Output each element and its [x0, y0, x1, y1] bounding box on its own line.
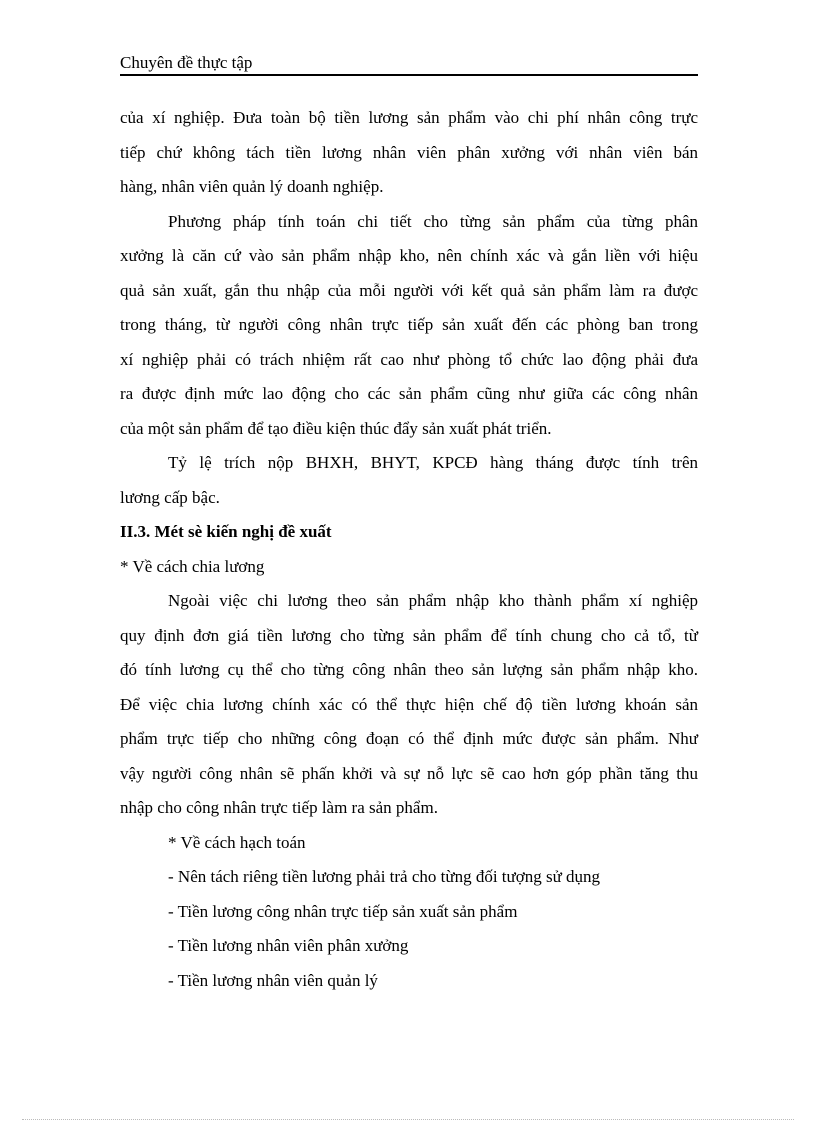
paragraph-2-line-3: quả sản xuất, gắn thu nhập của mỗi người với kết quả sản phẩm làm ra được — [120, 280, 698, 300]
list-item: - Nên tách riêng tiền lương phải trả cho từng đối tượng sử dụng — [168, 867, 601, 886]
page-bottom-border — [22, 1119, 794, 1120]
paragraph-1-line-3: hàng, nhân viên quản lý doanh nghiệp. — [120, 177, 384, 196]
header-divider — [120, 74, 698, 76]
subheading-salary-division: * Về cách chia lương — [120, 556, 265, 576]
list-item: - Tiền lương nhân viên quản lý — [168, 970, 378, 990]
paragraph-3-line-1: Tỷ lệ trích nộp BHXH, BHYT, KPCĐ hàng tháng được tính trên — [168, 453, 698, 472]
paragraph-1-line-1: của xí nghiệp. Đưa toàn bộ tiền lương sản phẩm vào chi phí nhân công trực — [120, 108, 698, 127]
page-header-title: Chuyên đề thực tập — [120, 53, 253, 72]
subheading-accounting: * Về cách hạch toán — [168, 832, 306, 852]
paragraph-1-line-2: tiếp chứ không tách tiền lương nhân viên phân xưởng với nhân viên bán — [120, 142, 698, 162]
paragraph-2-line-4: trong tháng, từ người công nhân trực tiếp sản xuất đến các phòng ban trong — [120, 315, 698, 334]
document-body — [120, 101, 698, 998]
paragraph-4-line-7: nhập cho công nhân trực tiếp làm ra sản phẩm. — [120, 798, 438, 817]
paragraph-2-line-1: Phương pháp tính toán chi tiết cho từng sản phẩm của từng phân — [168, 211, 698, 231]
paragraph-4-line-2: quy định đơn giá tiền lương cho từng sản phẩm để tính chung cho cả tổ, từ — [120, 625, 698, 645]
paragraph-2-line-7: của một sản phẩm để tạo điều kiện thúc đẩy sản xuất phát triển. — [120, 418, 552, 438]
paragraph-4-line-5: phẩm trực tiếp cho những công đoạn có thể định mức được sản phẩm. Như — [120, 729, 698, 748]
paragraph-4-line-6: vậy người công nhân sẽ phấn khởi và sự nỗ lực sẽ cao hơn góp phần tăng thu — [120, 763, 698, 783]
paragraph-2-line-2: xưởng là căn cứ vào sản phẩm nhập kho, nên chính xác và gắn liền với hiệu — [120, 246, 698, 265]
list-item: - Tiền lương công nhân trực tiếp sản xuất sản phẩm — [168, 901, 518, 921]
list-item: - Tiền lương nhân viên phân xưởng — [168, 936, 409, 955]
paragraph-2-line-6: ra được định mức lao động cho các sản phẩm cũng như giữa các công nhân — [120, 384, 698, 403]
paragraph-3-line-2: lương cấp bậc. — [120, 487, 220, 507]
paragraph-2-line-5: xí nghiệp phải có trách nhiệm rất cao như phòng tổ chức lao động phải đưa — [120, 349, 698, 369]
paragraph-4-line-4: Để việc chia lương chính xác có thể thực hiện chế độ tiền lương khoán sản — [120, 694, 698, 714]
paragraph-4-line-3: đó tính lương cụ thể cho từng công nhân theo sản lượng sản phẩm nhập kho. — [120, 660, 698, 679]
paragraph-4-line-1: Ngoài việc chi lương theo sản phẩm nhập kho thành phẩm xí nghiệp — [168, 591, 698, 610]
section-heading: II.3. Mét sè kiến nghị đề xuất — [120, 522, 332, 541]
